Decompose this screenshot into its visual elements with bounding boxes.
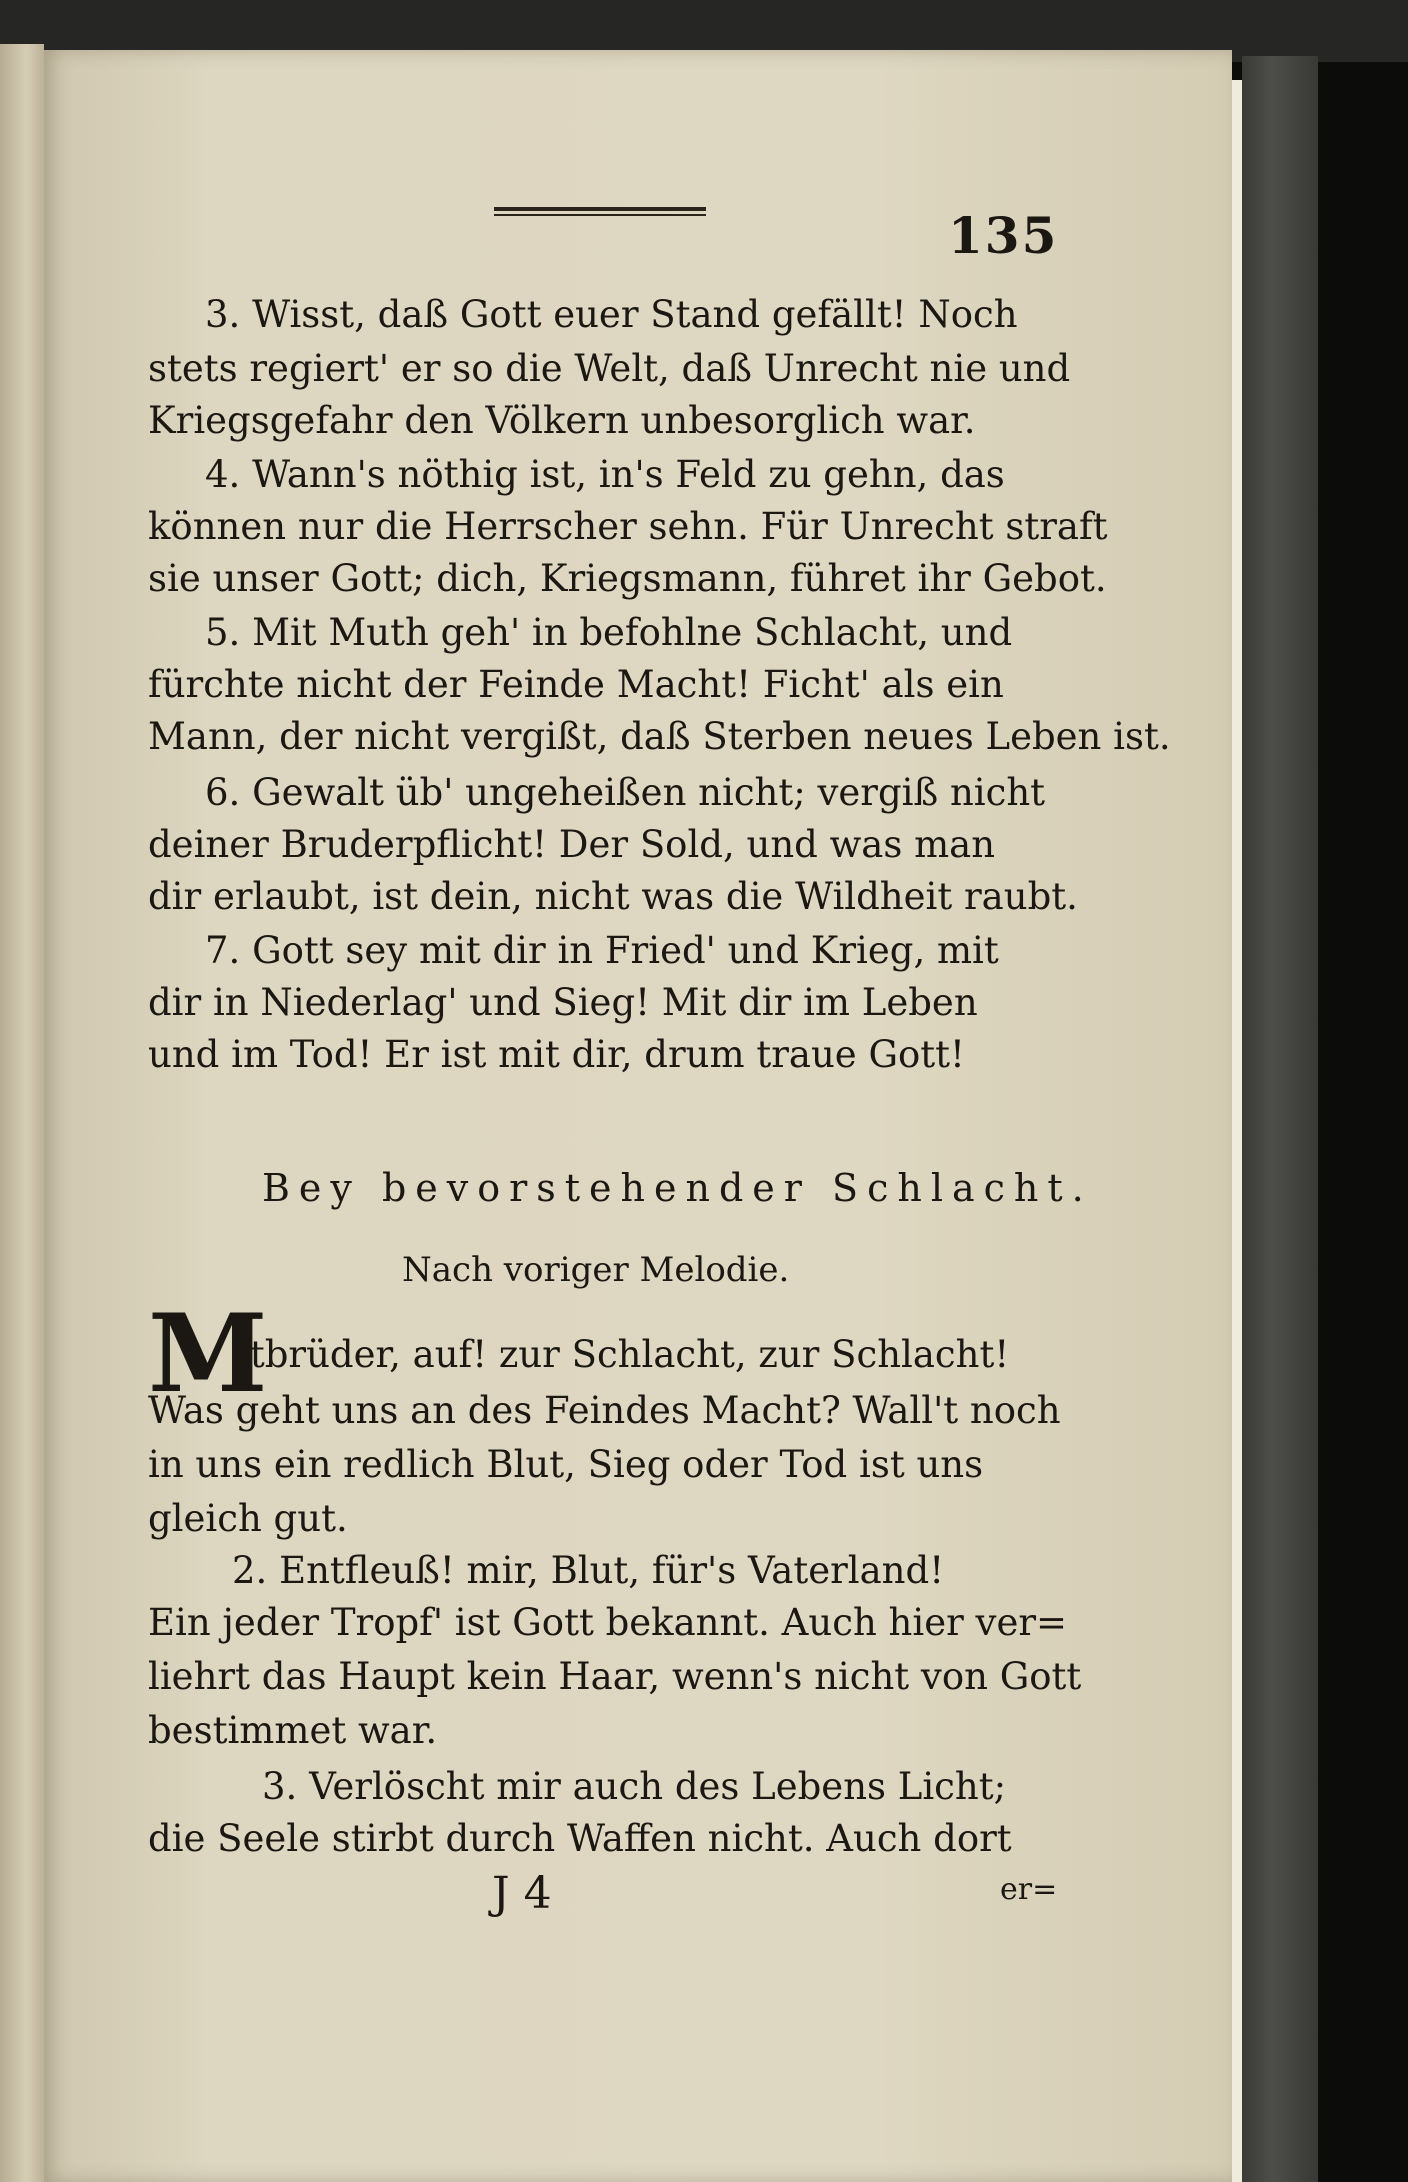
text-line: bestimmet war. bbox=[148, 1709, 438, 1752]
text-line: itbrüder, auf! zur Schlacht, zur Schlacht! bbox=[238, 1333, 1010, 1376]
text-line: in uns ein redlich Blut, Sieg oder Tod ist uns bbox=[148, 1443, 984, 1486]
text-line: 3. Verlöscht mir auch des Lebens Licht; bbox=[262, 1765, 1007, 1808]
text-line: gleich gut. bbox=[148, 1497, 348, 1540]
text-line: deiner Bruderpflicht! Der Sold, und was man bbox=[148, 823, 996, 866]
text-line: Kriegsgefahr den Völkern unbesorglich war. bbox=[148, 399, 976, 442]
text-line: 5. Mit Muth geh' in befohlne Schlacht, und bbox=[205, 611, 1013, 654]
text-line: 7. Gott sey mit dir in Fried' und Krieg, mit bbox=[205, 929, 999, 972]
text-line: können nur die Herrscher sehn. Für Unrecht straft bbox=[148, 505, 1108, 548]
text-line: liehrt das Haupt kein Haar, wenn's nicht von Gott bbox=[148, 1655, 1082, 1698]
header-rule bbox=[494, 207, 706, 211]
text-line: 4. Wann's nöthig ist, in's Feld zu gehn, das bbox=[205, 453, 1005, 496]
song-title: Bey bevorstehender Schlacht. bbox=[262, 1166, 1093, 1210]
text-line: Was geht uns an des Feindes Macht? Wall't noch bbox=[148, 1389, 1061, 1432]
page-number: 135 bbox=[948, 206, 1059, 265]
text-line: 2. Entfleuß! mir, Blut, für's Vaterland! bbox=[232, 1549, 945, 1592]
melody-note: Nach voriger Melodie. bbox=[402, 1250, 790, 1290]
text-line: fürchte nicht der Feinde Macht! Ficht' als ein bbox=[148, 663, 1004, 706]
drop-capital: M bbox=[148, 1291, 268, 1417]
text-line: Mann, der nicht vergißt, daß Sterben neues Leben ist. bbox=[148, 715, 1171, 758]
book-board-edge bbox=[1242, 56, 1318, 2182]
text-line: 6. Gewalt üb' ungeheißen nicht; vergiß nicht bbox=[205, 771, 1046, 814]
text-line: dir erlaubt, ist dein, nicht was die Wildheit raubt. bbox=[148, 875, 1078, 918]
page-fore-edge bbox=[1232, 80, 1242, 2182]
text-line: dir in Niederlag' und Sieg! Mit dir im Leben bbox=[148, 981, 978, 1024]
header-rule-thin bbox=[494, 214, 706, 216]
facing-page-edge bbox=[0, 44, 44, 2182]
text-line: stets regiert' er so die Welt, daß Unrecht nie und bbox=[148, 347, 1071, 390]
catchword: er= bbox=[1000, 1872, 1058, 1907]
signature-mark: J 4 bbox=[492, 1868, 552, 1919]
text-line: die Seele stirbt durch Waffen nicht. Auch dort bbox=[148, 1817, 1012, 1860]
text-line: Ein jeder Tropf' ist Gott bekannt. Auch hier ver= bbox=[148, 1601, 1068, 1644]
text-line: 3. Wisst, daß Gott euer Stand gefällt! Noch bbox=[205, 293, 1018, 336]
text-line: und im Tod! Er ist mit dir, drum traue Gott! bbox=[148, 1033, 965, 1076]
text-line: sie unser Gott; dich, Kriegsmann, führet ihr Gebot. bbox=[148, 557, 1107, 600]
